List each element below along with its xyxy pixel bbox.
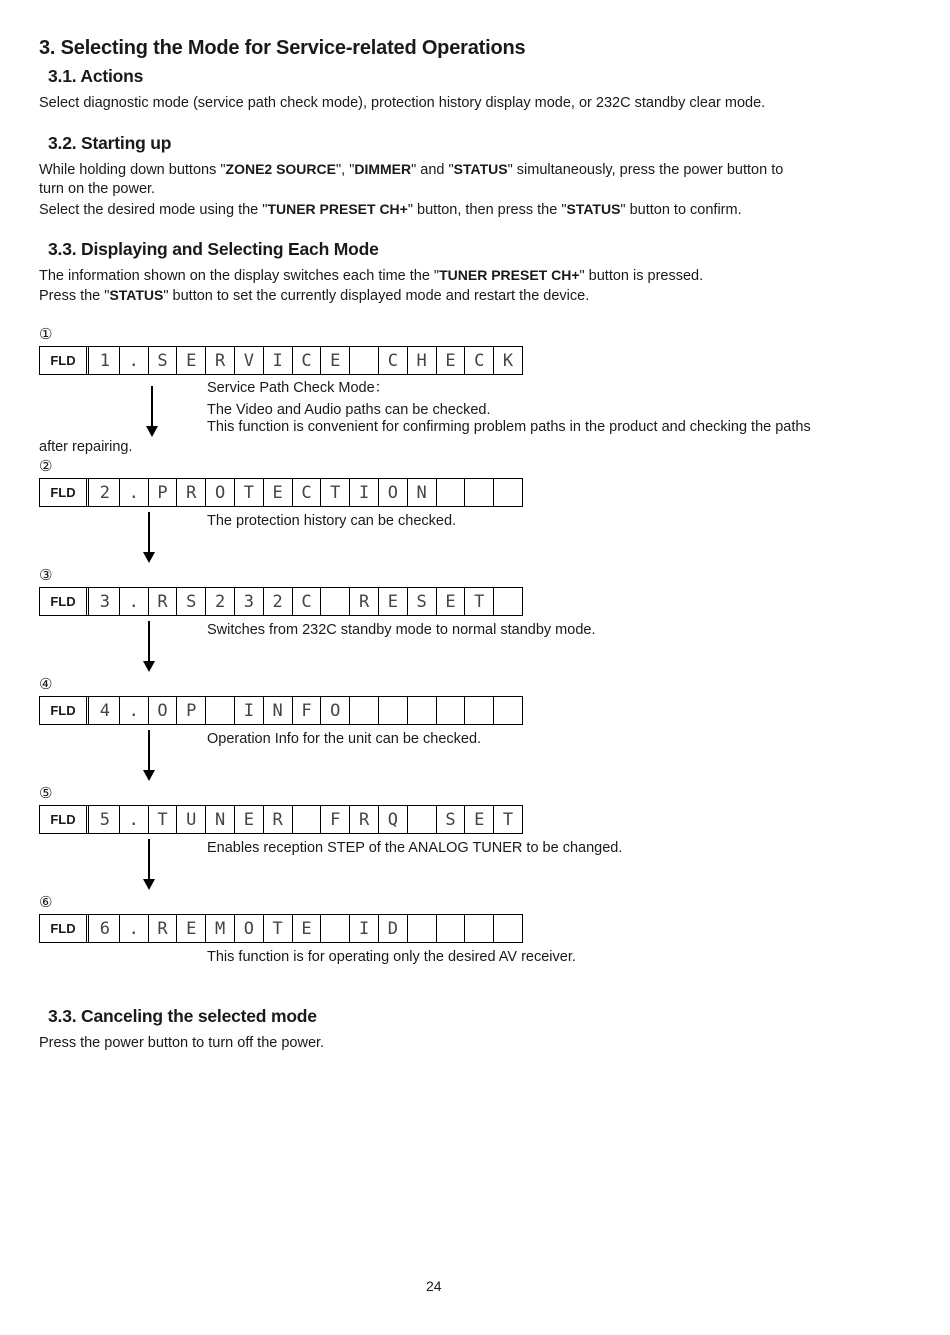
mode-2-desc: The protection history can be checked. [207,513,457,529]
section-title-display-modes: 3.3. Displaying and Selecting Each Mode [48,239,379,259]
fld-char-cell [408,806,437,833]
mode-1-desc-4: after repairing. [39,439,133,455]
fld-char-cell: 2 [91,479,120,506]
fld-char-cell: . [120,588,149,615]
fld-char-cell: D [379,915,408,942]
fld-char-cell [321,588,350,615]
fld-char-cell: T [321,479,350,506]
fld-char-cell: 5 [91,806,120,833]
fld-char-cell: C [293,347,322,374]
fld-char-cell [437,697,466,724]
fld-char-cell: 6 [91,915,120,942]
mode-5-desc: Enables reception STEP of the ANALOG TUNER to be changed. [207,840,623,856]
fld-char-cell: 2 [264,588,293,615]
fld-char-cell: 2 [206,588,235,615]
mode-1-desc-2: The Video and Audio paths can be checked. [207,402,491,418]
fld-separator [87,915,89,942]
down-arrow-icon [145,386,159,437]
fld-display-mode-1 [39,346,523,375]
fld-char-cell: H [408,347,437,374]
fld-char-cell: E [235,806,264,833]
fld-char-cell: R [206,347,235,374]
fld-char-cell: I [264,347,293,374]
fld-char-cell: V [235,347,264,374]
fld-char-cell: T [465,588,494,615]
dimmer-button-name: DIMMER [354,161,412,177]
fld-separator [87,806,89,833]
fld-display-mode-2 [39,478,523,507]
fld-char-cell [379,697,408,724]
fld-char-cell: N [264,697,293,724]
fld-char-cell: F [321,806,350,833]
fld-char-cell [350,697,379,724]
section-title-starting-up: 3.2. Starting up [48,133,172,153]
fld-char-cell: E [177,347,206,374]
fld-display-mode-6 [39,914,523,943]
fld-char-cell: O [321,697,350,724]
down-arrow-icon [142,839,156,890]
fld-char-cell: N [408,479,437,506]
fld-char-cell: T [502,809,514,830]
fld-char-cell [408,697,437,724]
mode-3-desc: Switches from 232C standby mode to normal standby mode. [207,622,596,638]
fld-char-cell: . [120,347,149,374]
fld-display-mode-5 [39,805,523,834]
status-button-name: STATUS [109,287,164,303]
down-arrow-icon [142,730,156,781]
fld-char-cell [408,915,437,942]
fld-char-cell: O [149,697,178,724]
mode-number-4: ④ [39,675,53,693]
fld-char-cell: . [120,479,149,506]
fld-label: FLD [40,697,87,724]
fld-char-cell: R [149,588,178,615]
fld-char-cell [465,915,494,942]
fld-char-cell: C [293,588,322,615]
cancel-text: Press the power button to turn off the power. [39,1035,325,1051]
fld-char-cell: E [379,588,408,615]
mode-number-6: ⑥ [39,893,53,911]
mode-6-desc: This function is for operating only the desired AV receiver. [207,949,576,965]
fld-char-cell: T [235,479,264,506]
fld-char-cell: O [379,479,408,506]
fld-char-cell: R [350,806,379,833]
starting-up-line-3: Select the desired mode using the "TUNER PRESET CH+" button, then press the "STATUS" button to confirm. [39,201,742,218]
mode-number-3: ③ [39,566,53,584]
fld-char-cell: . [120,806,149,833]
fld-char-cell: T [264,915,293,942]
starting-up-line-2: turn on the power. [39,181,156,197]
mode-number-5: ⑤ [39,784,53,802]
fld-char-cell: . [120,697,149,724]
fld-char-cell: Q [379,806,408,833]
display-modes-line-1: The information shown on the display switches each time the "TUNER PRESET CH+" button is pressed. [39,267,704,284]
fld-char-cell [437,915,466,942]
fld-char-cell: . [120,915,149,942]
fld-char-cell [465,479,494,506]
fld-char-cell: I [235,697,264,724]
down-arrow-icon [142,512,156,563]
fld-char-cell [350,347,379,374]
display-modes-line-2: Press the "STATUS" button to set the currently displayed mode and restart the device. [39,287,590,304]
starting-up-line-1: While holding down buttons "ZONE2 SOURCE", "DIMMER" and "STATUS" simultaneously, press the power button to [39,161,784,178]
fld-char-cell: E [437,347,466,374]
fld-label: FLD [40,588,87,615]
fld-char-cell: E [465,806,494,833]
tuner-preset-button-name: TUNER PRESET CH+ [267,201,408,217]
fld-display-mode-3 [39,587,523,616]
fld-char-cell: S [408,588,437,615]
fld-char-cell: P [149,479,178,506]
fld-char-cell: M [206,915,235,942]
fld-char-cell: 4 [91,697,120,724]
down-arrow-icon [142,621,156,672]
fld-char-cell: E [177,915,206,942]
fld-char-cell: O [206,479,235,506]
fld-char-cell: E [264,479,293,506]
fld-char-cell: I [350,915,379,942]
fld-char-cell: I [350,479,379,506]
fld-char-cell: E [293,915,322,942]
fld-char-cell: C [293,479,322,506]
fld-char-cell: R [350,588,379,615]
fld-char-cell [206,697,235,724]
fld-separator [87,697,89,724]
mode-1-desc-1: Service Path Check Mode： [207,380,390,396]
fld-char-cell [293,806,322,833]
fld-char-cell [494,697,522,724]
actions-text: Select diagnostic mode (service path check mode), protection history display mode, or 232C standby clear mode. [39,95,766,111]
zone2-source-button-name: ZONE2 SOURCE [225,161,336,177]
mode-number-2: ② [39,457,53,475]
fld-label: FLD [40,806,87,833]
tuner-preset-button-name: TUNER PRESET CH+ [439,267,580,283]
mode-number-1: ① [39,325,53,343]
fld-char-cell: T [149,806,178,833]
fld-char-cell [494,588,522,615]
fld-label: FLD [40,479,87,506]
section-title-actions: 3.1. Actions [48,66,144,86]
fld-char-cell: K [502,350,514,371]
page-number: 24 [426,1278,442,1294]
fld-char-cell: S [149,347,178,374]
fld-label: FLD [40,347,87,374]
fld-char-cell [494,915,522,942]
fld-char-cell: U [177,806,206,833]
fld-char-cell: 3 [91,588,120,615]
status-button-name: STATUS [453,161,508,177]
fld-char-cell: S [437,806,466,833]
fld-separator [87,588,89,615]
fld-char-cell: E [437,588,466,615]
fld-char-cell: 1 [91,347,120,374]
fld-char-cell [465,697,494,724]
fld-char-cell: R [177,479,206,506]
fld-char-cell: C [379,347,408,374]
section-title-cancel: 3.3. Canceling the selected mode [48,1006,317,1026]
fld-char-cell [321,915,350,942]
mode-4-desc: Operation Info for the unit can be checked. [207,731,482,747]
fld-char-cell [494,479,522,506]
page-title: 3. Selecting the Mode for Service-related Operations [39,37,526,59]
fld-char-cell: 3 [235,588,264,615]
fld-separator [87,479,89,506]
mode-1-desc-3: This function is convenient for confirming problem paths in the product and checking the paths [207,419,811,435]
fld-char-cell: O [235,915,264,942]
fld-char-cell: N [206,806,235,833]
status-button-name: STATUS [566,201,621,217]
fld-char-cell: F [293,697,322,724]
fld-display-mode-4 [39,696,523,725]
fld-char-cell: S [177,588,206,615]
fld-label: FLD [40,915,87,942]
fld-char-cell: P [177,697,206,724]
fld-separator [87,347,89,374]
fld-char-cell: E [321,347,350,374]
fld-char-cell [437,479,466,506]
fld-char-cell: R [149,915,178,942]
fld-char-cell: C [465,347,494,374]
fld-char-cell: R [264,806,293,833]
